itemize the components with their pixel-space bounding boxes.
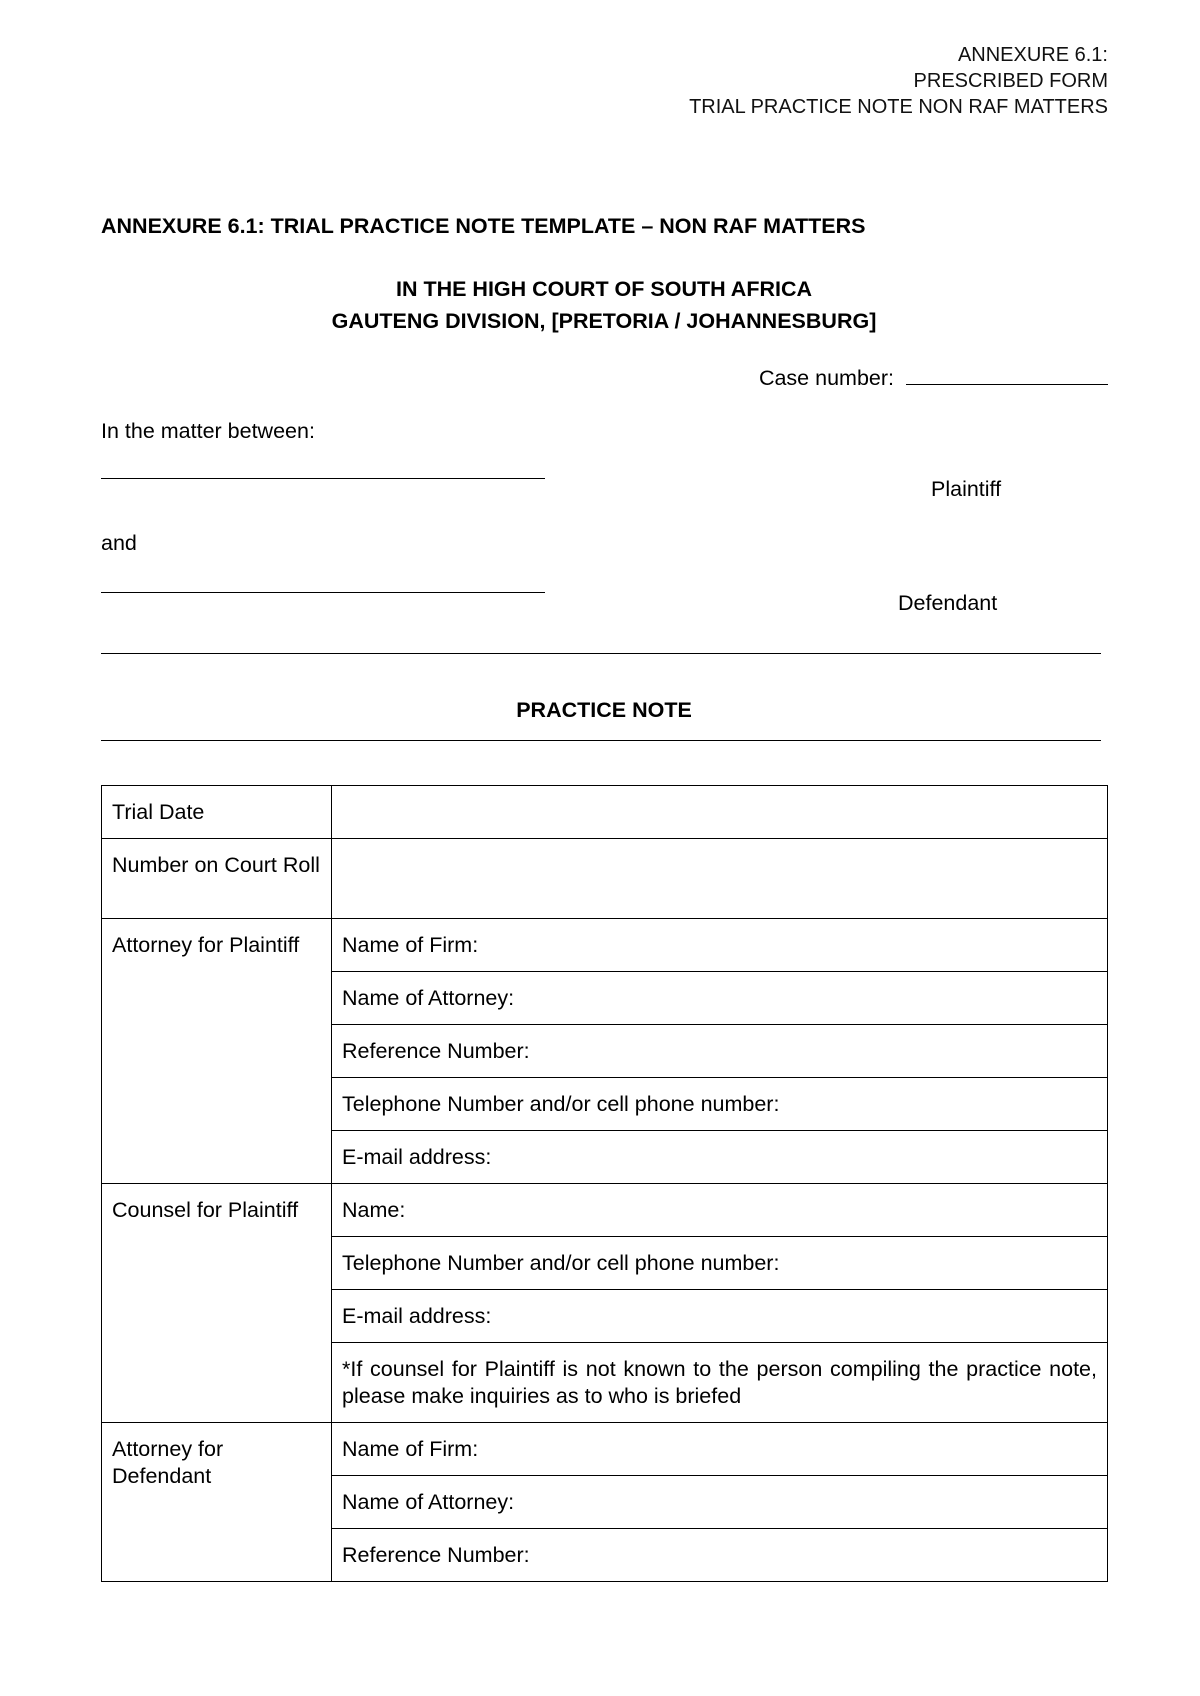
defendant-name-blank[interactable] xyxy=(101,592,545,593)
page-header xyxy=(689,42,1108,120)
table-row xyxy=(102,1423,1108,1476)
row-label: Attorney for Plaintiff xyxy=(102,919,332,1184)
form-field-cell[interactable]: Name of Attorney: xyxy=(332,972,1108,1025)
table-row xyxy=(102,786,1108,839)
court-name: IN THE HIGH COURT OF SOUTH AFRICA xyxy=(395,277,813,301)
row-label: Trial Date xyxy=(102,786,332,839)
trial-date-cell[interactable] xyxy=(332,786,1108,839)
counsel-note-cell: *If counsel for Plaintiff is not known to the person compiling the practice note, please make inquiries as to who is briefed xyxy=(332,1343,1108,1423)
table-row xyxy=(102,1184,1108,1237)
form-field-cell[interactable]: Name of Firm: xyxy=(332,919,1108,972)
header-annexure: ANNEXURE 6.1: xyxy=(957,44,1108,66)
case-number-blank[interactable] xyxy=(906,362,1108,385)
header-prescribed-form: PRESCRIBED FORM xyxy=(913,70,1108,92)
form-field-cell[interactable]: Telephone Number and/or cell phone number: xyxy=(332,1237,1108,1290)
case-number-row xyxy=(759,362,1108,391)
form-field-cell[interactable]: Reference Number: xyxy=(332,1025,1108,1078)
form-field-cell[interactable]: E-mail address: xyxy=(332,1290,1108,1343)
plaintiff-label: Plaintiff xyxy=(931,477,1002,501)
form-field-cell[interactable]: Name: xyxy=(332,1184,1108,1237)
row-label: Number on Court Roll xyxy=(102,839,332,919)
table-row xyxy=(102,839,1108,919)
form-field-cell[interactable]: Reference Number: xyxy=(332,1529,1108,1582)
header-form-type: TRIAL PRACTICE NOTE NON RAF MATTERS xyxy=(689,96,1108,118)
court-division: GAUTENG DIVISION, [PRETORIA / JOHANNESBURG] xyxy=(331,309,877,333)
court-roll-number-cell[interactable] xyxy=(332,839,1108,919)
document-title: ANNEXURE 6.1: TRIAL PRACTICE NOTE TEMPLATE – NON RAF MATTERS xyxy=(101,214,866,238)
plaintiff-name-blank[interactable] xyxy=(101,478,545,479)
form-field-cell[interactable]: E-mail address: xyxy=(332,1131,1108,1184)
divider-bottom xyxy=(101,740,1101,741)
and-text: and xyxy=(101,531,137,555)
court-heading xyxy=(101,273,1107,337)
form-field-cell[interactable]: Name of Attorney: xyxy=(332,1476,1108,1529)
practice-note-title: PRACTICE NOTE xyxy=(516,698,692,722)
row-label: Counsel for Plaintiff xyxy=(102,1184,332,1423)
table-row xyxy=(102,919,1108,972)
matter-between-text: In the matter between: xyxy=(101,419,315,443)
case-number-label: Case number: xyxy=(758,366,894,390)
form-field-cell[interactable]: Name of Firm: xyxy=(332,1423,1108,1476)
divider-top xyxy=(101,653,1101,654)
form-field-cell[interactable]: Telephone Number and/or cell phone number: xyxy=(332,1078,1108,1131)
practice-note-table xyxy=(101,785,1108,1582)
row-label: Attorney for Defendant xyxy=(102,1423,332,1582)
defendant-label: Defendant xyxy=(898,591,998,615)
